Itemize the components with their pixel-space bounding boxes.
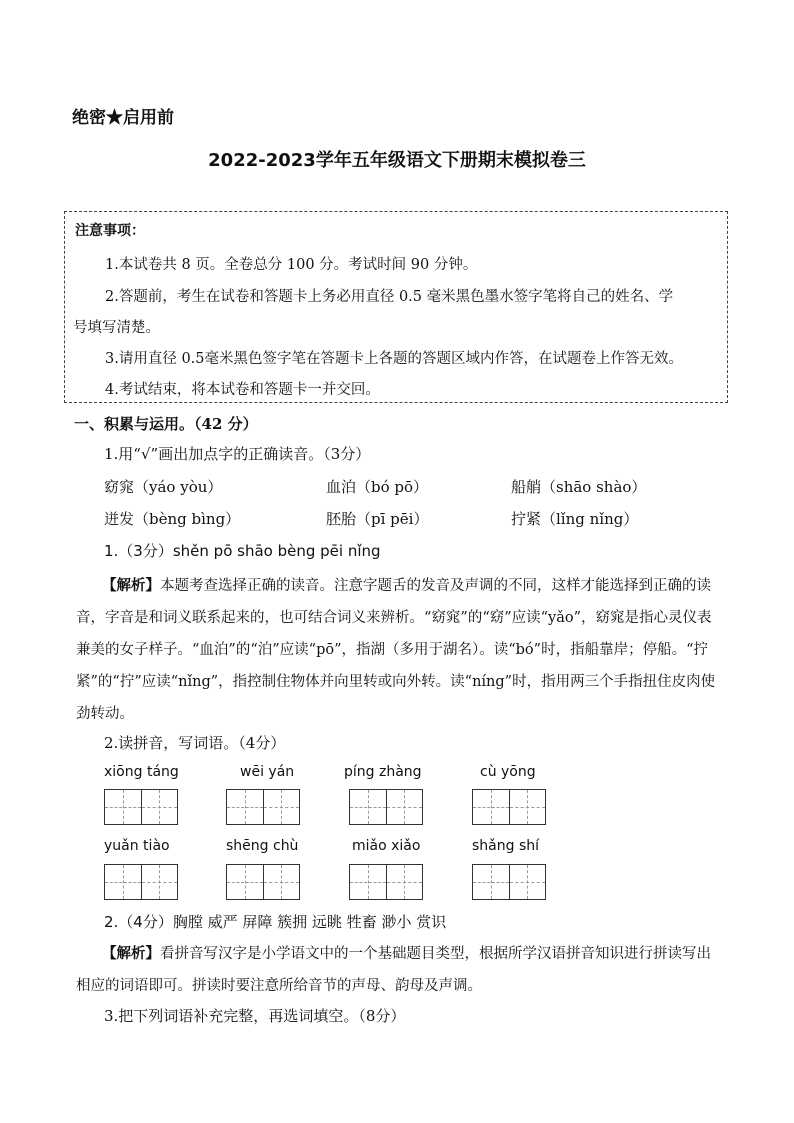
writing-grid[interactable] bbox=[104, 864, 178, 900]
writing-grid[interactable] bbox=[226, 789, 300, 825]
notice-title: 注意事项： bbox=[75, 223, 145, 239]
notice-item-4: 4.考试结束，将本试卷和答题卡一并交回。 bbox=[105, 382, 380, 398]
pinyin-label: píng zhàng bbox=[344, 764, 422, 780]
analysis-tag: 【解析】 bbox=[102, 945, 160, 962]
pinyin-label: miǎo xiǎo bbox=[352, 838, 421, 854]
q1-item: 窈窕（yáo yòu） bbox=[104, 478, 223, 496]
pinyin-label: wēi yán bbox=[240, 764, 295, 780]
q1-item: 船艄（shāo shào） bbox=[511, 478, 647, 496]
page-title: 2022-2023学年五年级语文下册期末模拟卷三 bbox=[208, 150, 586, 171]
q2-analysis bbox=[76, 938, 720, 1002]
q1-item: 胚胎（pī pēi） bbox=[326, 510, 429, 528]
q2-prompt: 2.读拼音，写词语。（4分） bbox=[104, 734, 286, 752]
notice-item-2-cont: 号填写清楚。 bbox=[73, 320, 160, 336]
q3-prompt: 3.把下列词语补充完整，再选词填空。（8分） bbox=[104, 1007, 406, 1025]
pinyin-label: shǎng shí bbox=[472, 838, 540, 854]
analysis-text: 看拼音写汉字是小学语文中的一个基础题目类型，根据所学汉语拼音知识进行拼读写出相应的词语即可。拼读时要注意所给音节的声母、韵母及声调。 bbox=[76, 946, 711, 994]
pinyin-label: xiōng táng bbox=[104, 764, 179, 780]
notice-item-2: 2.答题前，考生在试卷和答题卡上务必用直径 0.5 毫米黑色墨水签字笔将自己的姓名、学 bbox=[105, 289, 674, 305]
notice-box bbox=[64, 211, 728, 403]
analysis-tag: 【解析】 bbox=[102, 577, 160, 594]
q2-answer: 2.（4分）胸膛 威严 屏障 簇拥 远眺 牲畜 渺小 赏识 bbox=[104, 913, 447, 931]
writing-grid[interactable] bbox=[349, 864, 423, 900]
writing-grid[interactable] bbox=[472, 864, 546, 900]
q1-item: 血泊（bó pō） bbox=[326, 478, 429, 496]
pinyin-label: yuǎn tiào bbox=[104, 838, 170, 854]
confidential-label: 绝密★启用前 bbox=[72, 108, 174, 128]
writing-grid[interactable] bbox=[104, 789, 178, 825]
pinyin-label: cù yōng bbox=[480, 764, 536, 780]
analysis-text: 本题考查选择正确的读音。注意字题舌的发音及声调的不同，这样才能选择到正确的读音，字音是和词义联系起来的，也可结合词义来辨析。“窈窕”的“窈”应读“yǎo”，窈窕是指心灵仪表兼美的女子样子。“血泊”的“泊”应读“pō”，指湖（多用于湖名）。读“bó”时，指船靠岸；停船。“拧紧”的“拧”应读“nǐng”，指控制住物体并向里转或向外转。读“níng”时，指用两三个手指扭住皮肉使劲转动。 bbox=[76, 578, 716, 722]
pinyin-label: shēng chù bbox=[226, 838, 299, 854]
writing-grid[interactable] bbox=[472, 789, 546, 825]
notice-item-1: 1.本试卷共 8 页。全卷总分 100 分。考试时间 90 分钟。 bbox=[105, 257, 478, 273]
q1-analysis bbox=[76, 570, 720, 730]
q1-answer: 1.（3分）shěn pō shāo bèng pēi nǐng bbox=[104, 542, 381, 560]
writing-grid[interactable] bbox=[349, 789, 423, 825]
notice-item-3: 3.请用直径 0.5毫米黑色签字笔在答题卡上各题的答题区域内作答，在试题卷上作答无效。 bbox=[105, 351, 683, 367]
q1-prompt: 1.用“√”画出加点字的正确读音。（3分） bbox=[104, 445, 371, 463]
writing-grid[interactable] bbox=[226, 864, 300, 900]
q1-item: 拧紧（lǐng nǐng） bbox=[511, 510, 639, 528]
section-heading: 一、积累与运用。（42 分） bbox=[74, 415, 258, 433]
q1-item: 迸发（bèng bìng） bbox=[104, 510, 241, 528]
